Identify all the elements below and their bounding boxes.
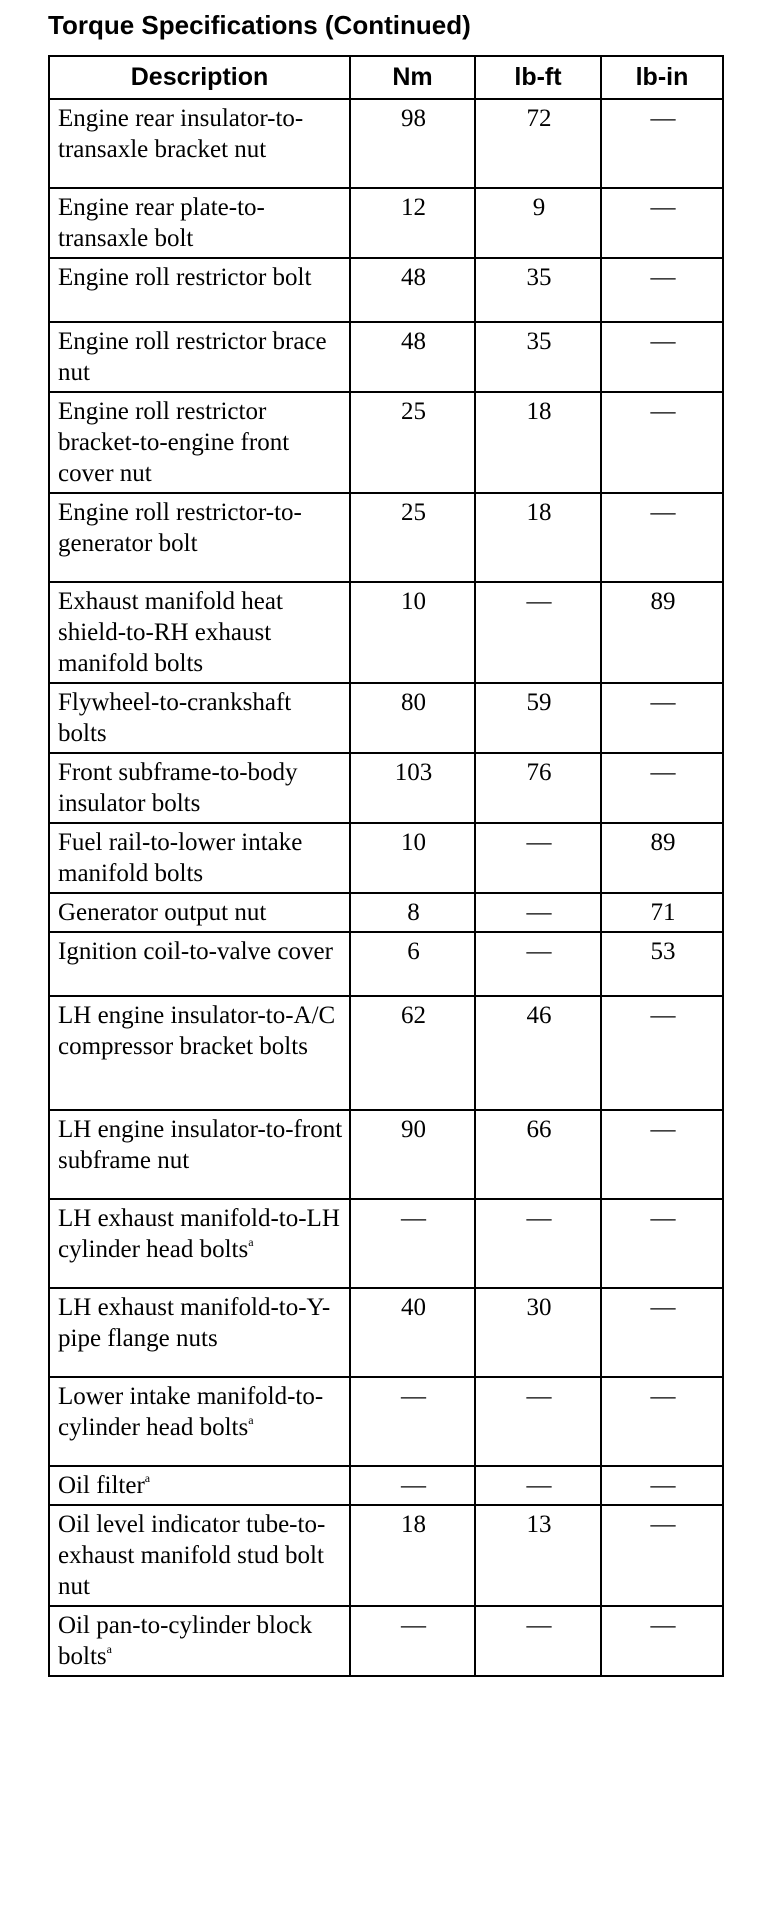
lb-ft-cell: — xyxy=(475,1377,601,1466)
description-text: Lower intake manifold-to-cylinder head bolts xyxy=(58,1383,324,1441)
lb-ft-cell: 59 xyxy=(475,683,601,753)
nm-cell: 8 xyxy=(350,893,475,932)
lb-in-cell: — xyxy=(601,258,723,322)
lb-in-cell: — xyxy=(601,1466,723,1505)
lb-ft-cell: 35 xyxy=(475,322,601,392)
lb-in-cell: — xyxy=(601,683,723,753)
table-row xyxy=(49,996,723,1110)
description-cell xyxy=(49,322,350,392)
torque-spec-table xyxy=(48,55,724,1677)
description-cell xyxy=(49,188,350,258)
lb-ft-cell: 35 xyxy=(475,258,601,322)
lb-ft-cell: — xyxy=(475,893,601,932)
description-cell xyxy=(49,1377,350,1466)
page-title: Torque Specifications (Continued) xyxy=(48,10,471,40)
lb-in-cell: — xyxy=(601,1110,723,1199)
lb-ft-cell: — xyxy=(475,1199,601,1288)
nm-cell: 62 xyxy=(350,996,475,1110)
nm-cell: 90 xyxy=(350,1110,475,1199)
table-row xyxy=(49,582,723,683)
table-row xyxy=(49,753,723,823)
nm-cell: 18 xyxy=(350,1505,475,1606)
description-text: Engine roll restrictor bolt xyxy=(58,264,312,291)
lb-ft-cell: — xyxy=(475,1606,601,1676)
table-row xyxy=(49,258,723,322)
lb-in-cell: — xyxy=(601,322,723,392)
nm-cell: 48 xyxy=(350,258,475,322)
nm-cell: 25 xyxy=(350,392,475,493)
table-row xyxy=(49,683,723,753)
table-row xyxy=(49,823,723,893)
description-text: Engine roll restrictor brace nut xyxy=(58,328,327,386)
lb-in-cell: — xyxy=(601,1199,723,1288)
description-text: Engine roll restrictor bracket-to-engine front cover nut xyxy=(58,398,290,487)
footnote-marker: a xyxy=(144,1471,151,1485)
lb-in-cell: — xyxy=(601,753,723,823)
description-cell xyxy=(49,582,350,683)
table-row xyxy=(49,1377,723,1466)
lb-in-cell: — xyxy=(601,188,723,258)
table-row xyxy=(49,392,723,493)
description-text: Generator output nut xyxy=(58,899,267,926)
lb-in-cell: — xyxy=(601,1377,723,1466)
nm-cell: — xyxy=(350,1466,475,1505)
description-cell xyxy=(49,258,350,322)
description-text: Fuel rail-to-lower intake manifold bolts xyxy=(58,829,303,887)
lb-in-cell: 71 xyxy=(601,893,723,932)
lb-ft-cell: 13 xyxy=(475,1505,601,1606)
table-row xyxy=(49,932,723,996)
lb-ft-cell: 72 xyxy=(475,99,601,188)
nm-cell: 40 xyxy=(350,1288,475,1377)
lb-ft-cell: — xyxy=(475,1466,601,1505)
table-row xyxy=(49,1288,723,1377)
table-row xyxy=(49,893,723,932)
description-text: Engine rear plate-to-transaxle bolt xyxy=(58,194,265,252)
column-header-lb-in: lb-in xyxy=(601,56,723,99)
nm-cell: 10 xyxy=(350,823,475,893)
table-row xyxy=(49,99,723,188)
footnote-marker: a xyxy=(248,1235,254,1249)
description-cell xyxy=(49,1606,350,1676)
lb-in-cell: — xyxy=(601,493,723,582)
lb-in-cell: — xyxy=(601,1606,723,1676)
nm-cell: 10 xyxy=(350,582,475,683)
description-cell xyxy=(49,823,350,893)
table-row xyxy=(49,1466,723,1505)
table-row xyxy=(49,322,723,392)
nm-cell: — xyxy=(350,1377,475,1466)
description-text: LH exhaust manifold-to-Y-pipe flange nuts xyxy=(58,1294,331,1352)
lb-ft-cell: 9 xyxy=(475,188,601,258)
description-text: Flywheel-to-crankshaft bolts xyxy=(58,689,292,747)
lb-in-cell: 89 xyxy=(601,823,723,893)
lb-in-cell: — xyxy=(601,99,723,188)
description-text: LH engine insulator-to-A/C compressor bracket bolts xyxy=(58,1002,336,1060)
lb-in-cell: 53 xyxy=(601,932,723,996)
description-text: Oil filter xyxy=(58,1472,145,1499)
nm-cell: 25 xyxy=(350,493,475,582)
lb-ft-cell: 18 xyxy=(475,493,601,582)
description-text: LH exhaust manifold-to-LH cylinder head bolts xyxy=(58,1205,340,1263)
table-row xyxy=(49,1199,723,1288)
description-cell xyxy=(49,1505,350,1606)
footnote-marker: a xyxy=(106,1642,112,1656)
nm-cell: 6 xyxy=(350,932,475,996)
column-header-nm: Nm xyxy=(350,56,475,99)
description-cell xyxy=(49,753,350,823)
lb-in-cell: — xyxy=(601,996,723,1110)
description-text: LH engine insulator-to-front subframe nut xyxy=(58,1116,343,1174)
description-cell xyxy=(49,683,350,753)
description-cell xyxy=(49,1199,350,1288)
description-cell xyxy=(49,893,350,932)
description-text: Oil level indicator tube-to-exhaust manifold stud bolt nut xyxy=(58,1511,326,1600)
lb-ft-cell: 30 xyxy=(475,1288,601,1377)
table-row xyxy=(49,1505,723,1606)
table-row xyxy=(49,1110,723,1199)
description-text: Engine rear insulator-to-transaxle bracket nut xyxy=(58,105,304,163)
nm-cell: 48 xyxy=(350,322,475,392)
description-cell xyxy=(49,932,350,996)
footnote-marker: a xyxy=(248,1413,254,1427)
description-cell xyxy=(49,99,350,188)
column-header-description: Description xyxy=(49,56,350,99)
table-row xyxy=(49,188,723,258)
lb-ft-cell: 66 xyxy=(475,1110,601,1199)
lb-ft-cell: — xyxy=(475,823,601,893)
lb-in-cell: 89 xyxy=(601,582,723,683)
description-text: Engine roll restrictor-to-generator bolt xyxy=(58,499,302,557)
nm-cell: — xyxy=(350,1606,475,1676)
nm-cell: — xyxy=(350,1199,475,1288)
lb-ft-cell: — xyxy=(475,932,601,996)
lb-in-cell: — xyxy=(601,392,723,493)
lb-ft-cell: 18 xyxy=(475,392,601,493)
description-cell xyxy=(49,493,350,582)
table-row xyxy=(49,1606,723,1676)
nm-cell: 80 xyxy=(350,683,475,753)
description-text: Ignition coil-to-valve cover xyxy=(58,938,333,965)
table-row xyxy=(49,493,723,582)
lb-ft-cell: 46 xyxy=(475,996,601,1110)
lb-ft-cell: 76 xyxy=(475,753,601,823)
nm-cell: 103 xyxy=(350,753,475,823)
description-cell xyxy=(49,1466,350,1505)
lb-ft-cell: — xyxy=(475,582,601,683)
description-cell xyxy=(49,392,350,493)
description-text: Front subframe-to-body insulator bolts xyxy=(58,759,298,817)
table-header-row xyxy=(49,56,723,99)
lb-in-cell: — xyxy=(601,1288,723,1377)
lb-in-cell: — xyxy=(601,1505,723,1606)
description-cell xyxy=(49,1288,350,1377)
description-cell xyxy=(49,996,350,1110)
description-text: Exhaust manifold heat shield-to-RH exhaust manifold bolts xyxy=(58,588,283,677)
nm-cell: 12 xyxy=(350,188,475,258)
description-cell xyxy=(49,1110,350,1199)
description-text: Oil pan-to-cylinder block bolts xyxy=(58,1612,313,1670)
column-header-lb-ft: lb-ft xyxy=(475,56,601,99)
nm-cell: 98 xyxy=(350,99,475,188)
